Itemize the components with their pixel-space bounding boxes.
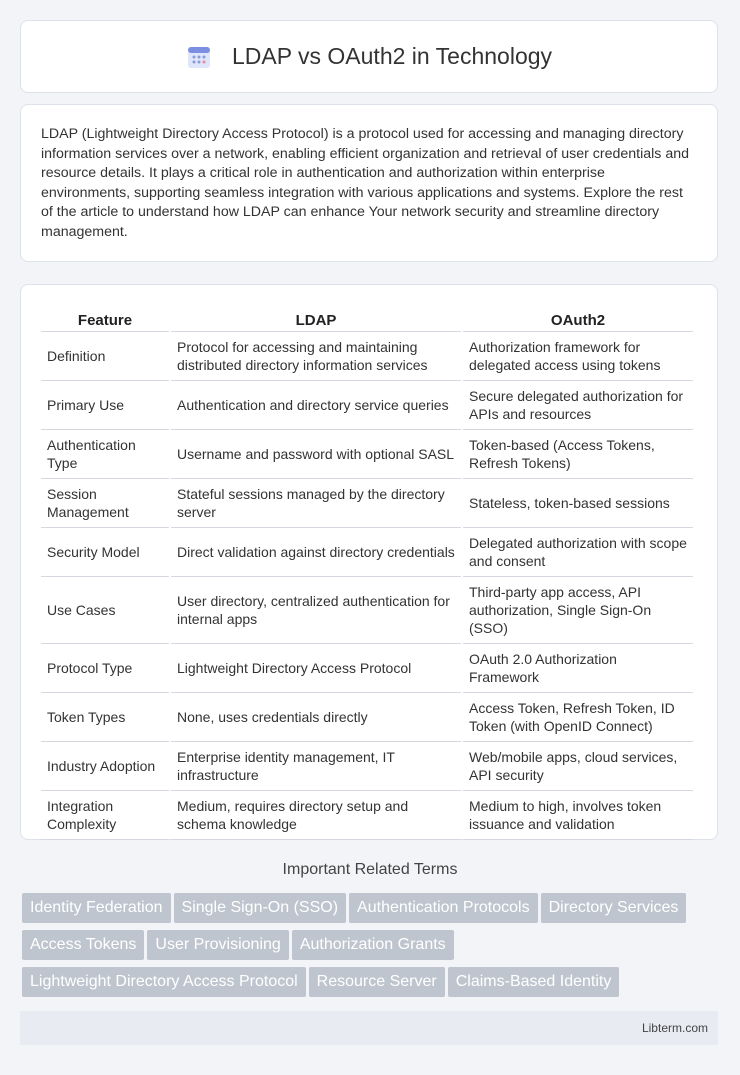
cell-oauth2: Authorization framework for delegated access using tokens [463, 332, 693, 381]
cell-oauth2: Stateless, token-based sessions [463, 479, 693, 528]
related-term-tag[interactable]: Authentication Protocols [349, 893, 538, 923]
page-title: LDAP vs OAuth2 in Technology [231, 43, 553, 69]
table-row [41, 332, 693, 381]
calendar-icon [186, 44, 212, 70]
cell-ldap: Lightweight Directory Access Protocol [171, 644, 461, 693]
related-term-tag[interactable]: Claims-Based Identity [448, 967, 620, 997]
table-row [41, 430, 693, 479]
table-row [41, 693, 693, 742]
table-row [41, 742, 693, 791]
cell-ldap: Username and password with optional SASL [171, 430, 461, 479]
cell-feature: Session Management [41, 479, 169, 528]
cell-oauth2: Third-party app access, API authorization, Single Sign-On (SSO) [463, 577, 693, 644]
related-term-tag[interactable]: Single Sign-On (SSO) [174, 893, 347, 923]
cell-feature: Protocol Type [41, 644, 169, 693]
cell-feature: Security Model [41, 528, 169, 577]
intro-text: LDAP (Lightweight Directory Access Protocol) is a protocol used for accessing and managing directory information services over a network, enabling efficient organization and retrieval of user credentials and resource details. It plays a critical role in authentication and authorization within enterprise environments, supporting seamless integration with various applications and systems. Explore the rest of the article to understand how LDAP can enhance Your network security and streamline directory management. [41, 126, 689, 240]
cell-feature: Definition [41, 332, 169, 381]
table-row [41, 791, 693, 840]
table-row [41, 577, 693, 644]
cell-oauth2: Access Token, Refresh Token, ID Token (with OpenID Connect) [463, 693, 693, 742]
header-ldap: LDAP [171, 305, 461, 332]
cell-ldap: User directory, centralized authentication for internal apps [171, 577, 461, 644]
cell-feature: Authentication Type [41, 430, 169, 479]
cell-ldap: Direct validation against directory credentials [171, 528, 461, 577]
header-feature: Feature [41, 305, 169, 332]
cell-oauth2: Delegated authorization with scope and consent [463, 528, 693, 577]
table-row [41, 479, 693, 528]
related-term-tag[interactable]: Authorization Grants [292, 930, 454, 960]
footer-brand[interactable]: Libterm.com [641, 1021, 708, 1035]
related-term-tag[interactable]: User Provisioning [147, 930, 288, 960]
cell-oauth2: Web/mobile apps, cloud services, API security [463, 742, 693, 791]
cell-ldap: Stateful sessions managed by the directory server [171, 479, 461, 528]
cell-oauth2: Medium to high, involves token issuance and validation [463, 791, 693, 840]
cell-feature: Use Cases [41, 577, 169, 644]
cell-ldap: None, uses credentials directly [171, 693, 461, 742]
comparison-card [20, 284, 718, 840]
cell-oauth2: OAuth 2.0 Authorization Framework [463, 644, 693, 693]
related-term-tag[interactable]: Lightweight Directory Access Protocol [22, 967, 306, 997]
intro-card [20, 104, 718, 262]
comparison-table [39, 305, 695, 840]
cell-feature: Token Types [41, 693, 169, 742]
table-row [41, 381, 693, 430]
cell-ldap: Authentication and directory service queries [171, 381, 461, 430]
header-card [20, 20, 718, 93]
related-terms-title: Important Related Terms [282, 861, 458, 878]
footer [20, 1011, 718, 1045]
cell-feature: Industry Adoption [41, 742, 169, 791]
cell-ldap: Medium, requires directory setup and schema knowledge [171, 791, 461, 840]
related-term-tag[interactable]: Access Tokens [22, 930, 144, 960]
cell-oauth2: Secure delegated authorization for APIs and resources [463, 381, 693, 430]
related-terms-list [22, 893, 722, 1004]
cell-ldap: Enterprise identity management, IT infrastructure [171, 742, 461, 791]
table-row [41, 644, 693, 693]
cell-feature: Primary Use [41, 381, 169, 430]
cell-oauth2: Token-based (Access Tokens, Refresh Tokens) [463, 430, 693, 479]
table-row [41, 528, 693, 577]
related-term-tag[interactable]: Directory Services [541, 893, 687, 923]
related-term-tag[interactable]: Identity Federation [22, 893, 171, 923]
header-oauth2: OAuth2 [463, 305, 693, 332]
cell-ldap: Protocol for accessing and maintaining distributed directory information services [171, 332, 461, 381]
cell-feature: Integration Complexity [41, 791, 169, 840]
related-term-tag[interactable]: Resource Server [309, 967, 445, 997]
